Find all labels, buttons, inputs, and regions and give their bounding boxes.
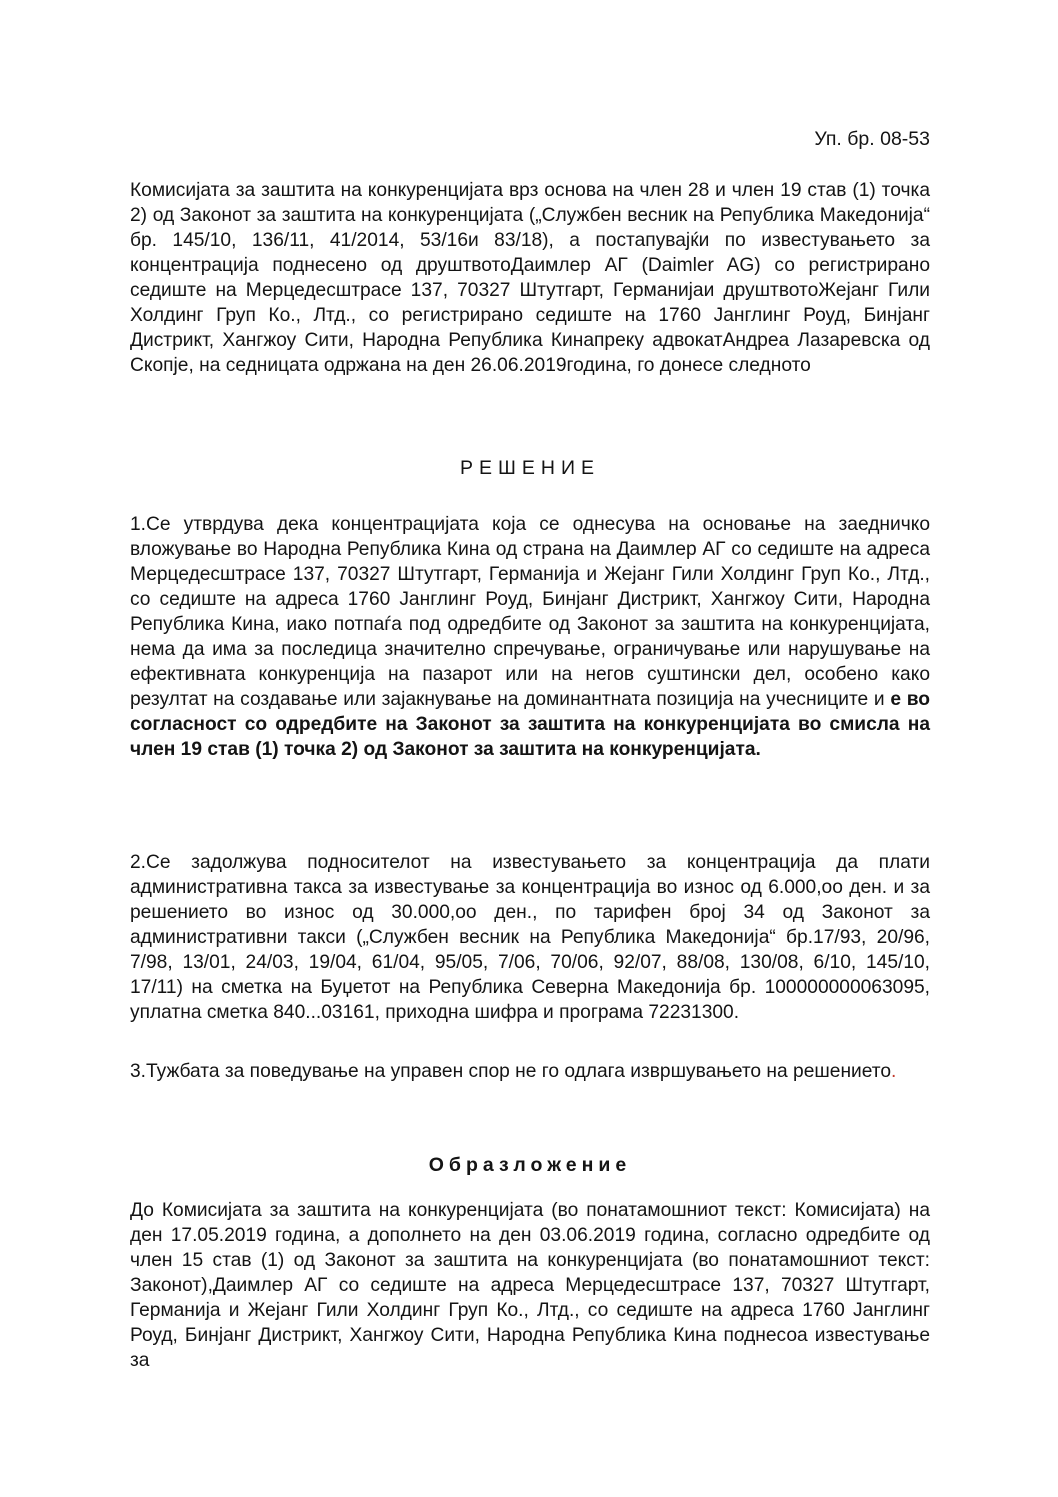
reasoning-paragraph: До Комисијата за заштита на конкуренцијата (во понатамошниот текст: Комисијата) на ден 17.05.2019 година, а дополнето на ден 03.06.2019 година, согласно одредбите од член 15 став (1) од Законот за заштита на конкуренцијата (во понатамошниот текст: Законот),Даимлер АГ со седиште на адреса Мерцедесштрасе 137, 70327 Штутгарт, Германија и Жејанг Гили Холдинг Груп Ко., Лтд., со седиште на адреса 1760 Јанглинг Роуд, Бинјанг Дистрикт, Хангжоу Сити, Народна Република Кина поднесоа известување за [130, 1200, 930, 1371]
decision-point-3 [130, 1059, 930, 1084]
decision-point-1-text: 1.Се утврдува дека концентрацијата која се однесува на основање на заедничко вложување во Народна Република Кина од страна на Даимлер АГ со седиште на адреса Мерцедесштрасе 137, 70327 Штутгарт, Германија и Жејанг Гили Холдинг Груп Ко., Лтд., со седиште на адреса 1760 Јанглинг Роуд, Бинјанг Дистрикт, Хангжоу Сити, Народна Република Кина, иако потпаѓа под одредбите од Законот за заштита на конкуренцијата, нема да има за последица значително спречување, ограничување или нарушување на ефективната конкуренција на пазарот или на негов суштински дел, особено како резултат на создавање или зајакнување на доминантната позиција на учесниците и [130, 514, 930, 710]
decision-point-3-text: 3.Тужбата за поведување на управен спор не го одлага извршувањето на решението [130, 1061, 892, 1082]
decision-point-3-period: . [891, 1061, 897, 1082]
reference-number: Уп. бр. 08-53 [814, 128, 930, 150]
decision-point-2: 2.Се задолжува подносителот на известувањето за концентрација да плати административна такса за известување за концентрација во износ од 6.000,оо ден. и за решението во износ од 30.000,оо ден., по тарифен број 34 од Законот за административни такси („Службен весник на Република Македонија“ бр.17/93, 20/96, 7/98, 13/01, 24/03, 19/04, 61/04, 95/05, 7/06, 70/06, 92/07, 88/08, 130/08, 6/10, 145/10, 17/11) на сметка на Буџетот на Република Северна Македонија бр. 100000000063095, уплатна сметка 840...03161, приходна шифра и програма 72231300. [130, 852, 930, 1023]
decision-point-1 [130, 512, 930, 762]
decision-point-1-bold-text: е во согласност со одредбите на Законот за заштита на конкуренцијата во смисла на член 19 став (1) точка 2) од Законот за заштита на конкуренцијата. [130, 689, 930, 760]
reasoning-heading: Образложение [428, 1154, 632, 1176]
intro-paragraph: Комисијата за заштита на конкуренцијата врз основа на член 28 и член 19 став (1) точка 2) од Законот за заштита на конкуренцијата („Службен весник на Република Македонија“ бр. 145/10, 136/11, 41/2014, 53/16и 83/18), а постапувајќи по известувањето за концентрација поднесено од друштвотоДаимлер АГ (Daimler AG) со регистрирано седиште на Мерцедесштрасе 137, 70327 Штутгарт, Германијаи друштвотоЖејанг Гили Холдинг Груп Ко., Лтд., со регистрирано седиште на 1760 Јанглинг Роуд, Бинјанг Дистрикт, Хангжоу Сити, Народна Република Кинапреку адвокатАндреа Лазаревска од Скопје, на седницата одржана на ден 26.06.2019година, го донесе следното [130, 180, 930, 376]
decision-heading: РЕШЕНИЕ [460, 457, 600, 479]
